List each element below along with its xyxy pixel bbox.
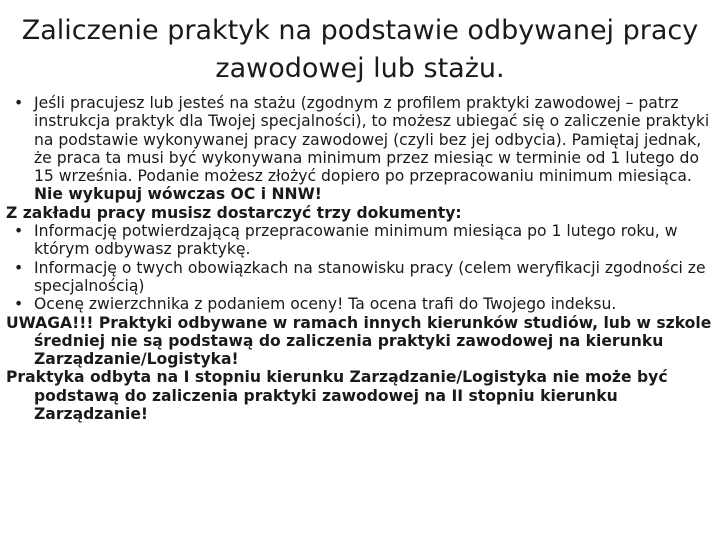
- bullet-marker: •: [14, 222, 24, 241]
- document-item-1: • Informację potwierdzającą przepracowanie minimum miesiąca po 1 lutego roku, w którym odbywasz praktykę.: [14, 222, 678, 259]
- document-item-2: • Informację o twych obowiązkach na stanowisku pracy (celem weryfikacji zgodności ze specjalnością): [14, 258, 706, 295]
- bullet-work-bold-note: Nie wykupuj wówczas OC i NNW!: [34, 185, 322, 204]
- bullet-work-text: Jeśli pracujesz lub jesteś na stażu (zgodnym z profilem praktyki zawodowej – patrz instrukcja praktyk dla Twojej specjalności), to możesz ubiegać się o zaliczenie praktyki na podstawie wykonywanej pracy zawodowej (czyli bez jej odbycia). Pamiętaj jednak, że praca ta musi być wykonywana minimum przez miesiąc w terminie od 1 lutego do 15 września. Podanie możesz złożyć dopiero po przepracowaniu minimum miesiąca.: [34, 94, 710, 186]
- bullet-work-or-internship: [6, 94, 714, 204]
- warning-note: UWAGA!!! Praktyki odbywane w ramach innych kierunków studiów, lub w szkole średniej nie są podstawą do zaliczenia praktyki zawodowej na kierunku Zarządzanie/Logistyka!: [6, 313, 712, 369]
- title-line-2: zawodowej lub stażu.: [215, 53, 505, 84]
- documents-heading: Z zakładu pracy musisz dostarczyć trzy dokumenty:: [6, 203, 462, 222]
- bullet-marker: •: [14, 295, 24, 314]
- title-line-1: Zaliczenie praktyk na podstawie odbywanej pracy: [21, 15, 699, 46]
- final-note: Praktyka odbyta na I stopniu kierunku Zarządzanie/Logistyka nie może być podstawą do zaliczenia praktyki zawodowej na II stopniu kierunku Zarządzanie!: [6, 368, 668, 424]
- slide-title: [20, 12, 700, 88]
- document-item-3: • Ocenę zwierzchnika z podaniem oceny! Ta ocena trafi do Twojego indeksu.: [14, 295, 617, 314]
- slide-body: [6, 94, 714, 423]
- bullet-marker: •: [14, 94, 24, 112]
- bullet-marker: •: [14, 258, 24, 277]
